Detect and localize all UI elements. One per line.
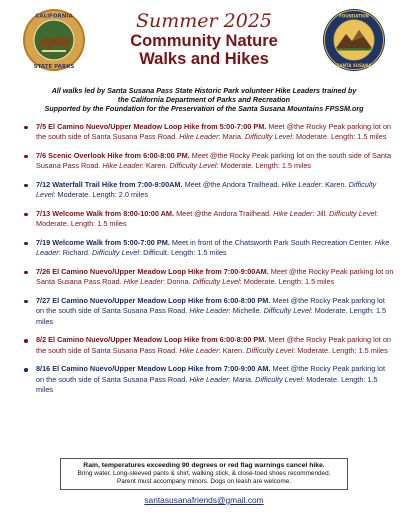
walk-heading: 7/13 Welcome Walk from 8:00-10:00 AM. — [36, 209, 175, 218]
difficulty-value: Moderate — [57, 190, 89, 200]
walk-meet: Meet @the Rocky Peak parking lot on the south side of Santa Susana Pass Road. — [36, 364, 385, 384]
hike-leader-label: Hike Leader — [273, 209, 313, 218]
difficulty-label: Difficulty Level — [263, 306, 311, 316]
walk-meet: Meet in front of the Chatsworth Park South Recreation Center. — [171, 238, 373, 247]
hike-leader-label: Hike Leader — [123, 277, 163, 287]
walk-heading: 7/5 El Camino Nuevo/Upper Meadow Loop Hike from 5:00-7:00 PM. — [36, 122, 267, 131]
difficulty-value: Moderate — [297, 345, 329, 355]
walks-list — [24, 122, 394, 404]
walk-length: Length: 1.5 miles — [170, 248, 227, 258]
hike-leader: Karen — [222, 345, 243, 355]
hike-leader: Michelle — [232, 306, 260, 316]
walk-meet: Meet @the Rocky Peak parking lot on the south side of Santa Susana Pass Road. — [36, 151, 392, 171]
intro-text — [14, 86, 394, 114]
difficulty-value: Moderate — [314, 306, 346, 316]
difficulty-label: Difficulty Level — [329, 209, 377, 218]
difficulty-label: Difficulty Level — [244, 132, 292, 142]
walk-item: 7/19 Welcome Walk from 5:00-7:00 PM. Meet in front of the Chatsworth Park South Recreation Center. Hike Leader: Richard. Difficulty Level: Difficult. Length: 1.5 miles — [24, 238, 394, 259]
hike-leader-label: Hike Leader — [102, 161, 142, 171]
walk-meet: Meet @the Andora Trailhead. — [184, 180, 280, 189]
season-title: Summer 2025 — [135, 10, 272, 32]
walk-length: Length: 1.5 miles — [36, 306, 387, 326]
walk-item: 7/13 Welcome Walk from 8:00-10:00 AM. Meet @the Andora Trailhead. Hike Leader: Jill. Difficulty Level: Moderate. Length: 1.5 miles — [24, 209, 394, 230]
bring-items-note: Bring water. Long-sleeved pants & shirt, walking stick, & close-toed shoes recommended. — [77, 470, 331, 478]
difficulty-label: Difficulty Level — [255, 374, 303, 384]
hike-leader-label: Hike Leader — [281, 180, 321, 189]
walk-length: Length: 1.5 miles — [70, 219, 127, 229]
svg-text:FOUNDATION: FOUNDATION — [339, 13, 369, 19]
contact-email-link[interactable]: santasusanafriends@gmail.com — [144, 495, 264, 505]
walk-item: 8/2 El Camino Nuevo/Upper Meadow Loop Hike from 6:00-8:00 PM. Meet @the Rocky Peak parking lot on the south side of Santa Susana Pass Road. Hike Leader: Karen. Difficulty Level: Moderate. Length: 1.5 miles — [24, 335, 394, 356]
difficulty-value: Difficult — [143, 248, 167, 258]
foundation-mountain-icon — [322, 8, 386, 72]
walk-item: 7/26 El Camino Nuevo/Upper Meadow Loop Hike from 7:00-9:00AM. Meet @the Rocky Peak parking lot on Santa Susana Pass Road. Hike Leader: Donna. Difficulty Level: Moderate. Length: 1.5 miles — [24, 267, 394, 288]
event-title-line1: Community Nature — [130, 32, 278, 50]
walk-length: Length: 1.5 miles — [332, 345, 388, 355]
hike-leader: Richard — [62, 248, 88, 258]
intro-line-3: Supported by the Foundation for the Preservation of the Santa Susana Mountains FPSSM.org — [44, 104, 364, 114]
footer-notice — [60, 458, 348, 490]
difficulty-label: Difficulty Level — [192, 277, 240, 287]
flyer-header — [90, 10, 318, 68]
california-state-parks-logo — [22, 8, 86, 72]
event-title-line2: Walks and Hikes — [139, 50, 269, 68]
walk-heading: 7/27 El Camino Nuevo/Upper Meadow Loop Hike from 6:00-8:00 PM. — [36, 296, 271, 305]
hike-leader-label: Hike Leader — [179, 345, 219, 355]
hike-leader-label: Hike Leader — [189, 306, 229, 316]
walk-length: Length: 1.5 miles — [330, 132, 387, 142]
hike-leader: Karen — [145, 161, 166, 171]
california-state-parks-bear-icon — [22, 8, 86, 72]
walk-heading: 7/6 Scenic Overlook Hike from 6:00-8:00 PM. — [36, 151, 190, 160]
hike-leader-label: Hike Leader — [189, 374, 229, 384]
difficulty-label: Difficulty Level — [36, 180, 377, 200]
difficulty-label: Difficulty Level — [246, 345, 294, 355]
hike-leader-label: Hike Leader — [179, 132, 219, 142]
walk-item: 8/16 El Camino Nuevo/Upper Meadow Loop Hike from 7:00-9:00 AM. Meet @the Rocky Peak parking lot on the south side of Santa Susana Pass Road. Hike Leader: Maria. Difficulty Level: Moderate. Length: 1.5 miles — [24, 364, 394, 395]
intro-line-2: the California Department of Parks and Recreation — [117, 95, 291, 105]
walk-item: 7/12 Waterfall Trail Hike from 7:00-9:00AM. Meet @the Andora Trailhead. Hike Leader: Karen. Difficulty Level: Moderate. Length: 2.0 miles — [24, 180, 394, 201]
walk-length: Length: 1.5 miles — [255, 161, 312, 171]
cancellation-warning: Rain, temperatures exceeding 90 degrees or red flag warnings cancel hike. — [83, 462, 325, 469]
walk-length: Length: 1.5 miles — [36, 374, 378, 395]
hike-leader: Jill — [316, 209, 326, 218]
hike-leader: Donna — [167, 277, 189, 287]
difficulty-label: Difficulty Level — [92, 248, 140, 258]
walk-meet: Meet @the Rocky Peak parking lot on the south side of Santa Susana Pass Road. — [36, 335, 391, 355]
walk-meet: Meet @the Andora Trailhead. — [176, 209, 272, 218]
parents-dogs-note: Parent must accompany minors. Dogs on leash are welcome. — [116, 478, 292, 486]
walk-heading: 8/2 El Camino Nuevo/Upper Meadow Loop Hike from 6:00-8:00 PM. — [36, 335, 267, 345]
svg-text:STATE PARKS: STATE PARKS — [33, 64, 75, 70]
walk-length: Length: 1.5 miles — [278, 277, 335, 287]
walk-heading: 7/26 El Camino Nuevo/Upper Meadow Loop Hike from 7:00-9:00AM. — [36, 267, 269, 276]
difficulty-value: Moderate — [306, 374, 338, 384]
difficulty-label: Difficulty Level — [169, 161, 217, 171]
walk-meet: Meet @the Rocky Peak parking lot on the south side of Santa Susana Pass Road. — [36, 122, 391, 142]
walk-heading: 7/19 Welcome Walk from 5:00-7:00 PM. — [36, 238, 170, 247]
walk-meet: Meet @the Rocky Peak parking lot on the south side of Santa Susana Pass Road. — [36, 296, 385, 316]
difficulty-value: Moderate — [220, 161, 252, 171]
svg-text:CALIFORNIA: CALIFORNIA — [35, 13, 73, 20]
foundation-logo — [322, 8, 386, 72]
hike-leader: Maria — [222, 132, 241, 142]
walk-heading: 8/16 El Camino Nuevo/Upper Meadow Loop Hike from 7:00-9:00 AM. — [36, 364, 271, 374]
difficulty-value: Moderate — [36, 219, 67, 229]
walk-item: 7/27 El Camino Nuevo/Upper Meadow Loop Hike from 6:00-8:00 PM. Meet @the Rocky Peak parking lot on the south side of Santa Susana Pass Road. Hike Leader: Michelle. Difficulty Level: Moderate. Length: 1.5 miles — [24, 296, 394, 327]
difficulty-value: Moderate — [296, 132, 327, 142]
walk-item: 7/5 El Camino Nuevo/Upper Meadow Loop Hike from 5:00-7:00 PM. Meet @the Rocky Peak parking lot on the south side of Santa Susana Pass Road. Hike Leader: Maria. Difficulty Level: Moderate. Length: 1.5 miles — [24, 122, 394, 143]
hike-leader: Maria — [232, 374, 252, 384]
intro-line-1: All walks led by Santa Susana Pass State Historic Park volunteer Hike Leaders trained by — [51, 86, 357, 95]
walk-length: Length: 2.0 miles — [92, 190, 148, 200]
svg-text:SANTA SUSANA: SANTA SUSANA — [336, 63, 372, 68]
walk-item: 7/6 Scenic Overlook Hike from 6:00-8:00 PM. Meet @the Rocky Peak parking lot on the south side of Santa Susana Pass Road. Hike Leader: Karen. Difficulty Level: Moderate. Length: 1.5 miles — [24, 151, 394, 172]
hike-leader: Karen — [325, 180, 345, 189]
hike-leader-label: Hike Leader — [36, 238, 390, 258]
difficulty-value: Moderate — [243, 277, 275, 287]
walk-heading: 7/12 Waterfall Trail Hike from 7:00-9:00AM. — [36, 180, 183, 189]
walk-meet: Meet @the Rocky Peak parking lot on Santa Susana Pass Road. — [36, 267, 394, 287]
